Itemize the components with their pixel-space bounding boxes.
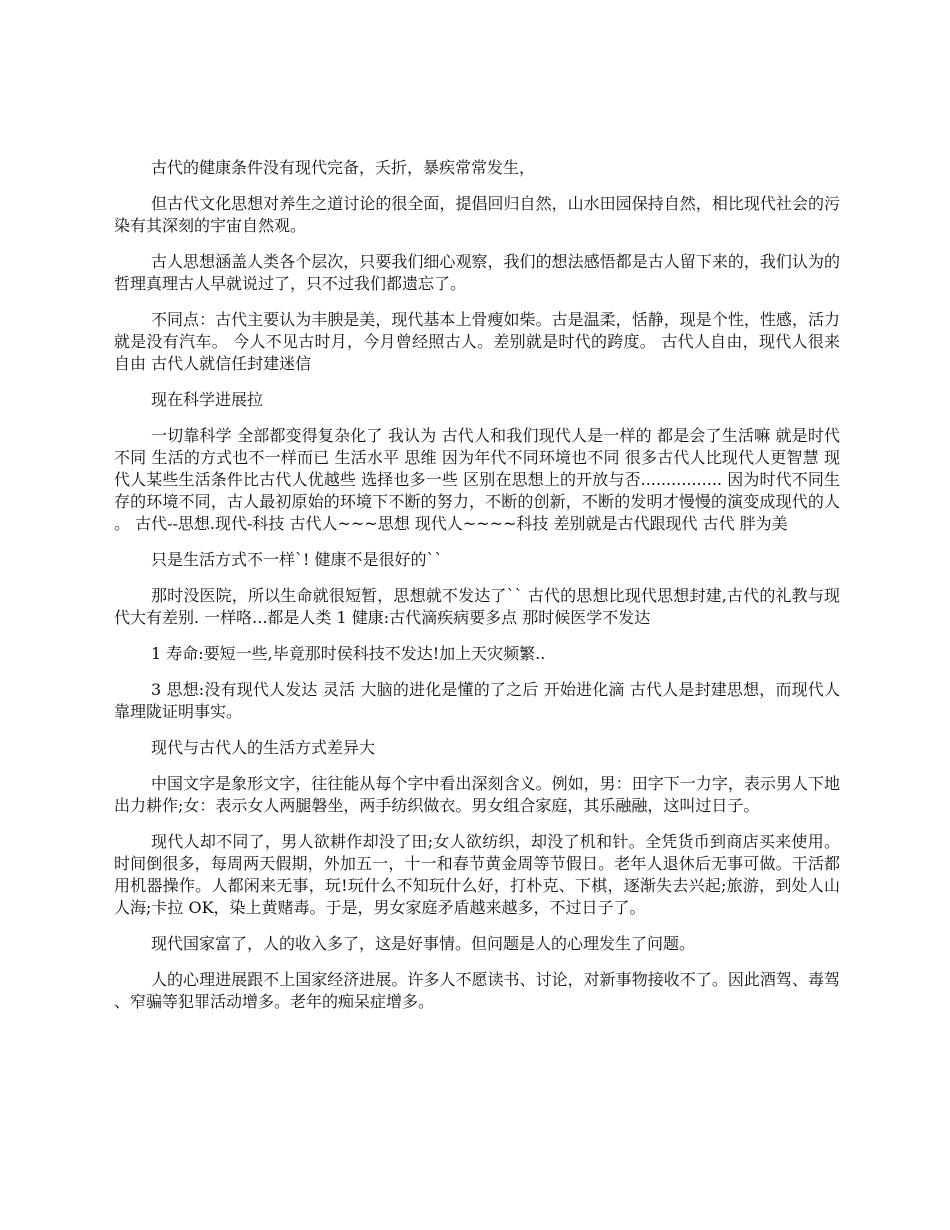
paragraph: 一切靠科学 全部都变得复杂化了 我认为 古代人和我们现代人是一样的 都是会了生活嘛 就是时代不同 生活的方式也不一样而已 生活水平 思维 因为年代不同环境也不同 很多古代人比现代人更智慧 现代人某些生活条件比古代人优越些 选择也多一些 区别在思想上的开放与否................ 因为时代不同生存的环境不同，古人最初原始的环境下不断的努力，不断的创新，不断的发明才慢慢的演变成现代的人。 古代--思想.现代-科技 古代人~~~思想 现代人~~~~科技 差别就是古代跟现代 古代 胖为美 [114, 426, 840, 533]
paragraph: 那时没医院，所以生命就很短暂，思想就不发达了`` 古代的思想比现代思想封建,古代的礼教与现代大有差别. 一样咯...都是人类 1 健康:古代滴疾病要多点 那时候医学不发达 [114, 586, 840, 627]
paragraph: 不同点：古代主要认为丰腴是美，现代基本上骨瘦如柴。古是温柔，恬静，现是个性，性感，活力 就是没有汽车。 今人不见古时月，今月曾经照古人。差别就是时代的跨度。 古代人自由，现代人很来自由 古代人就信任封建迷信 [114, 310, 840, 373]
paragraph: 只是生活方式不一样`! 健康不是很好的`` [151, 550, 443, 569]
paragraph: 3 思想:没有现代人发达 灵活 大脑的进化是懂的了之后 开始进化滴 古代人是封建思想，而现代人靠理陇证明事实。 [114, 680, 840, 721]
paragraph: 现代国家富了，人的收入多了，这是好事情。但问题是人的心理发生了问题。 [151, 934, 696, 953]
paragraph: 但古代文化思想对养生之道讨论的很全面，提倡回归自然，山水田园保持自然，相比现代社会的污染有其深刻的宇宙自然观。 [114, 194, 840, 235]
paragraph: 中国文字是象形文字，往往能从每个字中看出深刻含义。例如，男：田字下一力字，表示男人下地出力耕作;女：表示女人两腿磐坐，两手纺织做衣。男女组合家庭，其乐融融，这叫过日子。 [114, 774, 840, 815]
paragraph: 1 寿命:要短一些,毕竟那时侯科技不发达!加上天灾频繁.. [151, 644, 546, 663]
paragraph: 古代的健康条件没有现代完备，夭折，暴疾常常发生， [151, 158, 536, 177]
document-body [114, 157, 840, 1027]
paragraph: 现代与古代人的生活方式差异大 [151, 738, 376, 757]
paragraph: 现代人却不同了，男人欲耕作却没了田;女人欲纺织，却没了机和针。全凭货币到商店买来使用。时间倒很多，每周两天假期，外加五一，十一和春节黄金周等节假日。老年人退休后无事可做。干活都用机器操作。人都闲来无事，玩!玩什么不知玩什么好，打朴克、下棋，逐渐失去兴起;旅游，到处人山人海;卡拉 OK，染上黄赌毒。于是，男女家庭矛盾越来越多，不过日子了。 [114, 832, 840, 917]
paragraph: 人的心理进展跟不上国家经济进展。许多人不愿读书、讨论，对新事物接收不了。因此酒驾、毒驾、窄骗等犯罪活动增多。老年的痴呆症增多。 [114, 970, 840, 1011]
paragraph: 现在科学进展拉 [151, 390, 264, 409]
paragraph: 古人思想涵盖人类各个层次，只要我们细心观察，我们的想法感悟都是古人留下来的，我们认为的哲理真理古人早就说过了，只不过我们都遗忘了。 [114, 252, 840, 293]
